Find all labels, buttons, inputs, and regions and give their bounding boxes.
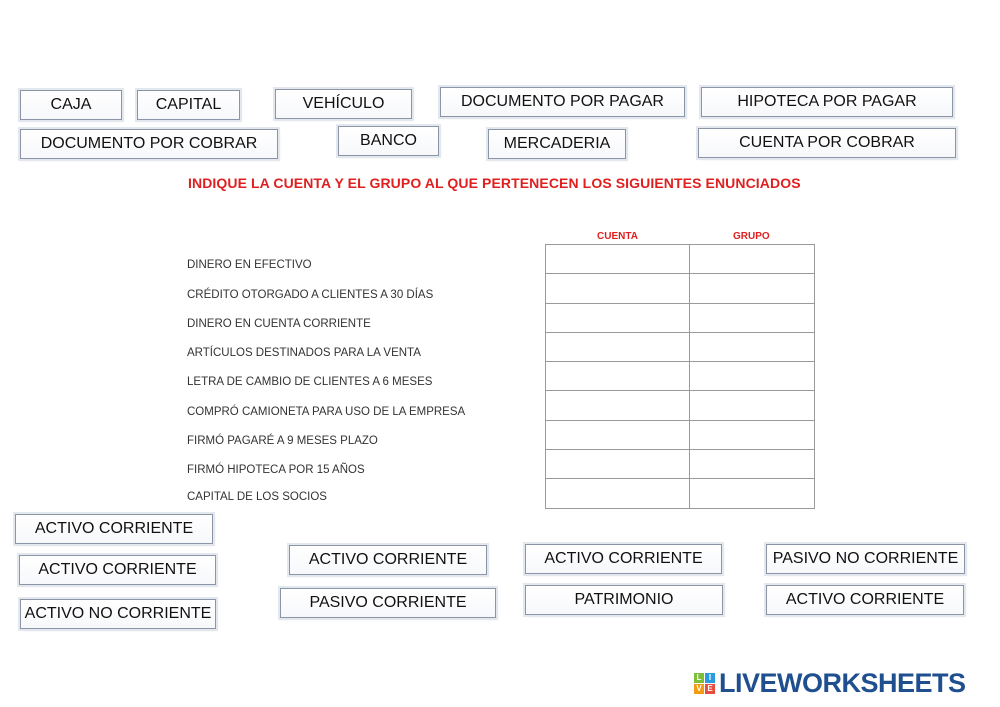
statement-7: FIRMÓ PAGARÉ A 9 MESES PLAZO: [187, 435, 378, 447]
chip-patrimonio[interactable]: PATRIMONIO: [525, 585, 723, 615]
statement-2: CRÉDITO OTORGADO A CLIENTES A 30 DÍAS: [187, 289, 434, 301]
statement-6: COMPRÓ CAMIONETA PARA USO DE LA EMPRESA: [187, 406, 466, 418]
chip-documento-por-pagar[interactable]: DOCUMENTO POR PAGAR: [440, 87, 685, 117]
liveworksheets-logo: [694, 668, 966, 698]
chip-activo-corriente-4[interactable]: ACTIVO CORRIENTE: [525, 544, 722, 574]
logo-mark-letter: V: [694, 684, 704, 694]
drop-cell-grupo-5[interactable]: [690, 362, 815, 391]
table-row: [546, 303, 815, 332]
drop-cell-grupo-3[interactable]: [690, 303, 815, 332]
chip-activo-corriente-1[interactable]: ACTIVO CORRIENTE: [15, 514, 213, 544]
drop-cell-cuenta-8[interactable]: [546, 450, 690, 479]
table-row: [546, 274, 815, 303]
drop-cell-grupo-8[interactable]: [690, 450, 815, 479]
drop-cell-cuenta-9[interactable]: [546, 479, 690, 508]
logo-mark-letter: E: [705, 684, 715, 694]
instruction-title: INDIQUE LA CUENTA Y EL GRUPO AL QUE PERTENECEN LOS SIGUIENTES ENUNCIADOS: [188, 175, 801, 191]
drop-cell-grupo-6[interactable]: [690, 391, 815, 420]
drop-cell-cuenta-6[interactable]: [546, 391, 690, 420]
statement-1: DINERO EN EFECTIVO: [187, 259, 312, 271]
table-row: [546, 332, 815, 361]
column-header-grupo: GRUPO: [733, 231, 770, 242]
drop-cell-cuenta-4[interactable]: [546, 332, 690, 361]
drop-cell-grupo-1[interactable]: [690, 245, 815, 274]
chip-pasivo-corriente[interactable]: PASIVO CORRIENTE: [280, 588, 496, 618]
logo-text: LIVEWORKSHEETS: [719, 667, 966, 698]
drop-cell-cuenta-3[interactable]: [546, 303, 690, 332]
table-row: [546, 479, 815, 508]
drop-cell-grupo-4[interactable]: [690, 332, 815, 361]
statement-8: FIRMÓ HIPOTECA POR 15 AÑOS: [187, 464, 365, 476]
drop-cell-grupo-2[interactable]: [690, 274, 815, 303]
statement-4: ARTÍCULOS DESTINADOS PARA LA VENTA: [187, 347, 421, 359]
drop-cell-cuenta-5[interactable]: [546, 362, 690, 391]
answer-grid: [545, 244, 815, 509]
statement-5: LETRA DE CAMBIO DE CLIENTES A 6 MESES: [187, 376, 433, 388]
chip-vehiculo[interactable]: VEHÍCULO: [275, 89, 412, 119]
liveworksheets-logo-icon: [694, 673, 715, 694]
table-row: [546, 245, 815, 274]
chip-caja[interactable]: CAJA: [20, 90, 122, 120]
table-row: [546, 420, 815, 449]
logo-mark-letter: I: [705, 673, 715, 683]
chip-hipoteca-por-pagar[interactable]: HIPOTECA POR PAGAR: [701, 87, 953, 117]
chip-capital[interactable]: CAPITAL: [137, 90, 240, 120]
chip-activo-no-corriente[interactable]: ACTIVO NO CORRIENTE: [20, 599, 216, 629]
drop-cell-cuenta-1[interactable]: [546, 245, 690, 274]
drop-cell-grupo-9[interactable]: [690, 479, 815, 508]
statement-9: CAPITAL DE LOS SOCIOS: [187, 491, 327, 503]
chip-activo-corriente-2[interactable]: ACTIVO CORRIENTE: [19, 555, 216, 585]
drop-cell-cuenta-2[interactable]: [546, 274, 690, 303]
table-row: [546, 362, 815, 391]
chip-mercaderia[interactable]: MERCADERIA: [488, 129, 626, 159]
chip-activo-corriente-5[interactable]: ACTIVO CORRIENTE: [766, 585, 964, 615]
chip-cuenta-por-cobrar[interactable]: CUENTA POR COBRAR: [698, 128, 956, 158]
drop-cell-cuenta-7[interactable]: [546, 420, 690, 449]
statement-3: DINERO EN CUENTA CORRIENTE: [187, 318, 371, 330]
drop-cell-grupo-7[interactable]: [690, 420, 815, 449]
table-row: [546, 391, 815, 420]
column-header-cuenta: CUENTA: [597, 231, 638, 242]
logo-mark-letter: L: [694, 673, 704, 683]
chip-banco[interactable]: BANCO: [338, 126, 439, 156]
chip-activo-corriente-3[interactable]: ACTIVO CORRIENTE: [289, 545, 487, 575]
chip-documento-por-cobrar[interactable]: DOCUMENTO POR COBRAR: [20, 129, 278, 159]
chip-pasivo-no-corriente[interactable]: PASIVO NO CORRIENTE: [766, 544, 965, 574]
table-row: [546, 450, 815, 479]
